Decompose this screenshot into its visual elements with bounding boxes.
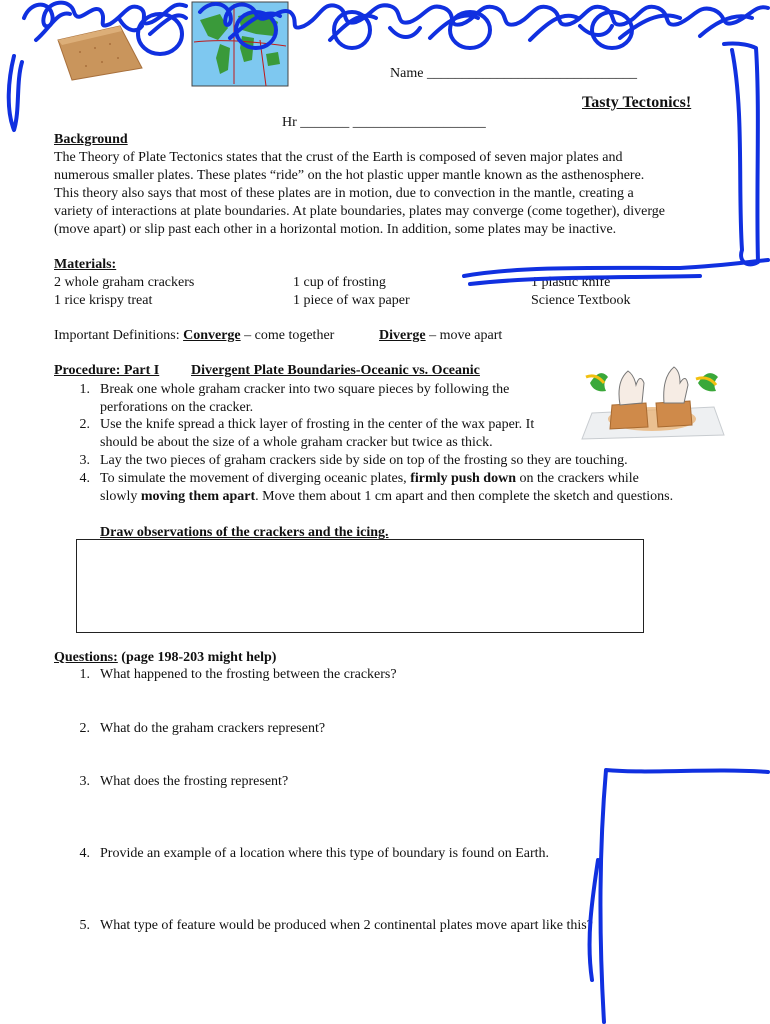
step-number: 2. bbox=[79, 417, 90, 432]
background-line: numerous smaller plates. These plates “ride” on the hot plastic upper mantle known as the asthenosphere. bbox=[54, 168, 645, 183]
step-text-part: on the crackers while bbox=[516, 471, 639, 486]
step-number: 4. bbox=[79, 471, 90, 486]
step-text-part: . Move them about 1 cm apart and then complete the sketch and questions. bbox=[255, 489, 674, 504]
definition-converge: – come together bbox=[240, 328, 335, 343]
definitions-line-2 bbox=[379, 327, 502, 345]
background-line: variety of interactions at plate boundaries. At plate boundaries, plates may converge (come together), diverge bbox=[54, 204, 665, 219]
ink-circle bbox=[334, 12, 370, 48]
step-text: Break one whole graham cracker into two square pieces by following the bbox=[100, 382, 510, 397]
definitions-prefix: Important Definitions: bbox=[54, 328, 180, 343]
name-field[interactable] bbox=[390, 65, 637, 83]
material-item: 1 plastic knife bbox=[531, 275, 611, 290]
drawing-box[interactable] bbox=[76, 539, 644, 633]
ink-bracket-right-bottom bbox=[590, 770, 768, 1022]
step-number: 1. bbox=[79, 382, 90, 397]
graham-cracker-image bbox=[50, 22, 145, 82]
ink-circle bbox=[450, 12, 490, 48]
step-text-part: To simulate the movement of diverging oceanic plates, bbox=[100, 471, 411, 486]
term-diverge: Diverge bbox=[379, 328, 426, 343]
background-heading: Background bbox=[54, 132, 128, 147]
question-number: 3. bbox=[79, 774, 90, 789]
name-label: Name bbox=[390, 66, 424, 81]
question-number: 5. bbox=[79, 918, 90, 933]
ink-stroke-left bbox=[9, 56, 22, 130]
question-text: What type of feature would be produced when 2 continental plates move apart like this? bbox=[100, 918, 593, 933]
step-number: 3. bbox=[79, 453, 90, 468]
question-text: Provide an example of a location where this type of boundary is found on Earth. bbox=[100, 846, 550, 861]
step-text: Lay the two pieces of graham crackers side by side on top of the frosting so they are touching. bbox=[100, 453, 628, 468]
material-item: 1 rice krispy treat bbox=[54, 293, 153, 308]
question-number: 1. bbox=[79, 667, 90, 682]
emphasis-moving-apart: moving them apart bbox=[140, 489, 256, 504]
question-text: What does the frosting represent? bbox=[100, 774, 289, 789]
procedure-subheading: Divergent Plate Boundaries-Oceanic vs. Oceanic bbox=[191, 363, 480, 378]
definitions-line bbox=[54, 327, 334, 345]
definition-diverge: – move apart bbox=[425, 328, 503, 343]
materials-heading: Materials: bbox=[54, 257, 117, 272]
step-text bbox=[100, 488, 673, 506]
hour-label: Hr bbox=[282, 115, 297, 130]
background-line: (move apart) or slip past each other in a horizontal motion. In addition, some plates may be inactive. bbox=[54, 222, 617, 237]
question-text: What happened to the frosting between the crackers? bbox=[100, 667, 397, 682]
step-text: Use the knife spread a thick layer of frosting in the center of the wax paper. It bbox=[100, 417, 535, 432]
ink-bracket-right-top bbox=[724, 43, 758, 264]
page-title: Tasty Tectonics! bbox=[582, 94, 692, 111]
step-text: should be about the size of a whole graham cracker but twice as thick. bbox=[100, 435, 493, 450]
hands-pushing-crackers-image bbox=[576, 353, 728, 441]
hour-blank: _______ ___________________ bbox=[300, 115, 486, 130]
ink-underline-materials bbox=[464, 260, 768, 276]
question-text: What do the graham crackers represent? bbox=[100, 721, 326, 736]
emphasis-push-down: firmly push down bbox=[410, 471, 516, 486]
material-item: 1 piece of wax paper bbox=[293, 293, 410, 308]
questions-header bbox=[54, 649, 276, 667]
draw-observations-label: Draw observations of the crackers and the icing. bbox=[100, 525, 389, 540]
background-line: The Theory of Plate Tectonics states that the crust of the Earth is composed of seven major plates and bbox=[54, 150, 623, 165]
material-item: 1 cup of frosting bbox=[293, 275, 386, 290]
questions-heading: Questions: bbox=[54, 650, 118, 665]
material-item: 2 whole graham crackers bbox=[54, 275, 195, 290]
procedure-heading: Procedure: Part I bbox=[54, 363, 160, 378]
step-text: perforations on the cracker. bbox=[100, 400, 254, 415]
step-text bbox=[100, 470, 639, 488]
term-converge: Converge bbox=[183, 328, 241, 343]
ink-circle bbox=[592, 12, 632, 48]
step-text-part: slowly bbox=[100, 489, 141, 504]
hour-field[interactable] bbox=[282, 114, 486, 132]
question-number: 4. bbox=[79, 846, 90, 861]
questions-hint: (page 198-203 might help) bbox=[117, 650, 277, 665]
question-number: 2. bbox=[79, 721, 90, 736]
name-blank: ______________________________ bbox=[426, 66, 637, 81]
material-item: Science Textbook bbox=[531, 293, 631, 308]
background-line: This theory also says that most of these plates are in motion, due to convection in the mantle, creating a bbox=[54, 186, 634, 201]
world-plates-map-image bbox=[190, 0, 290, 88]
